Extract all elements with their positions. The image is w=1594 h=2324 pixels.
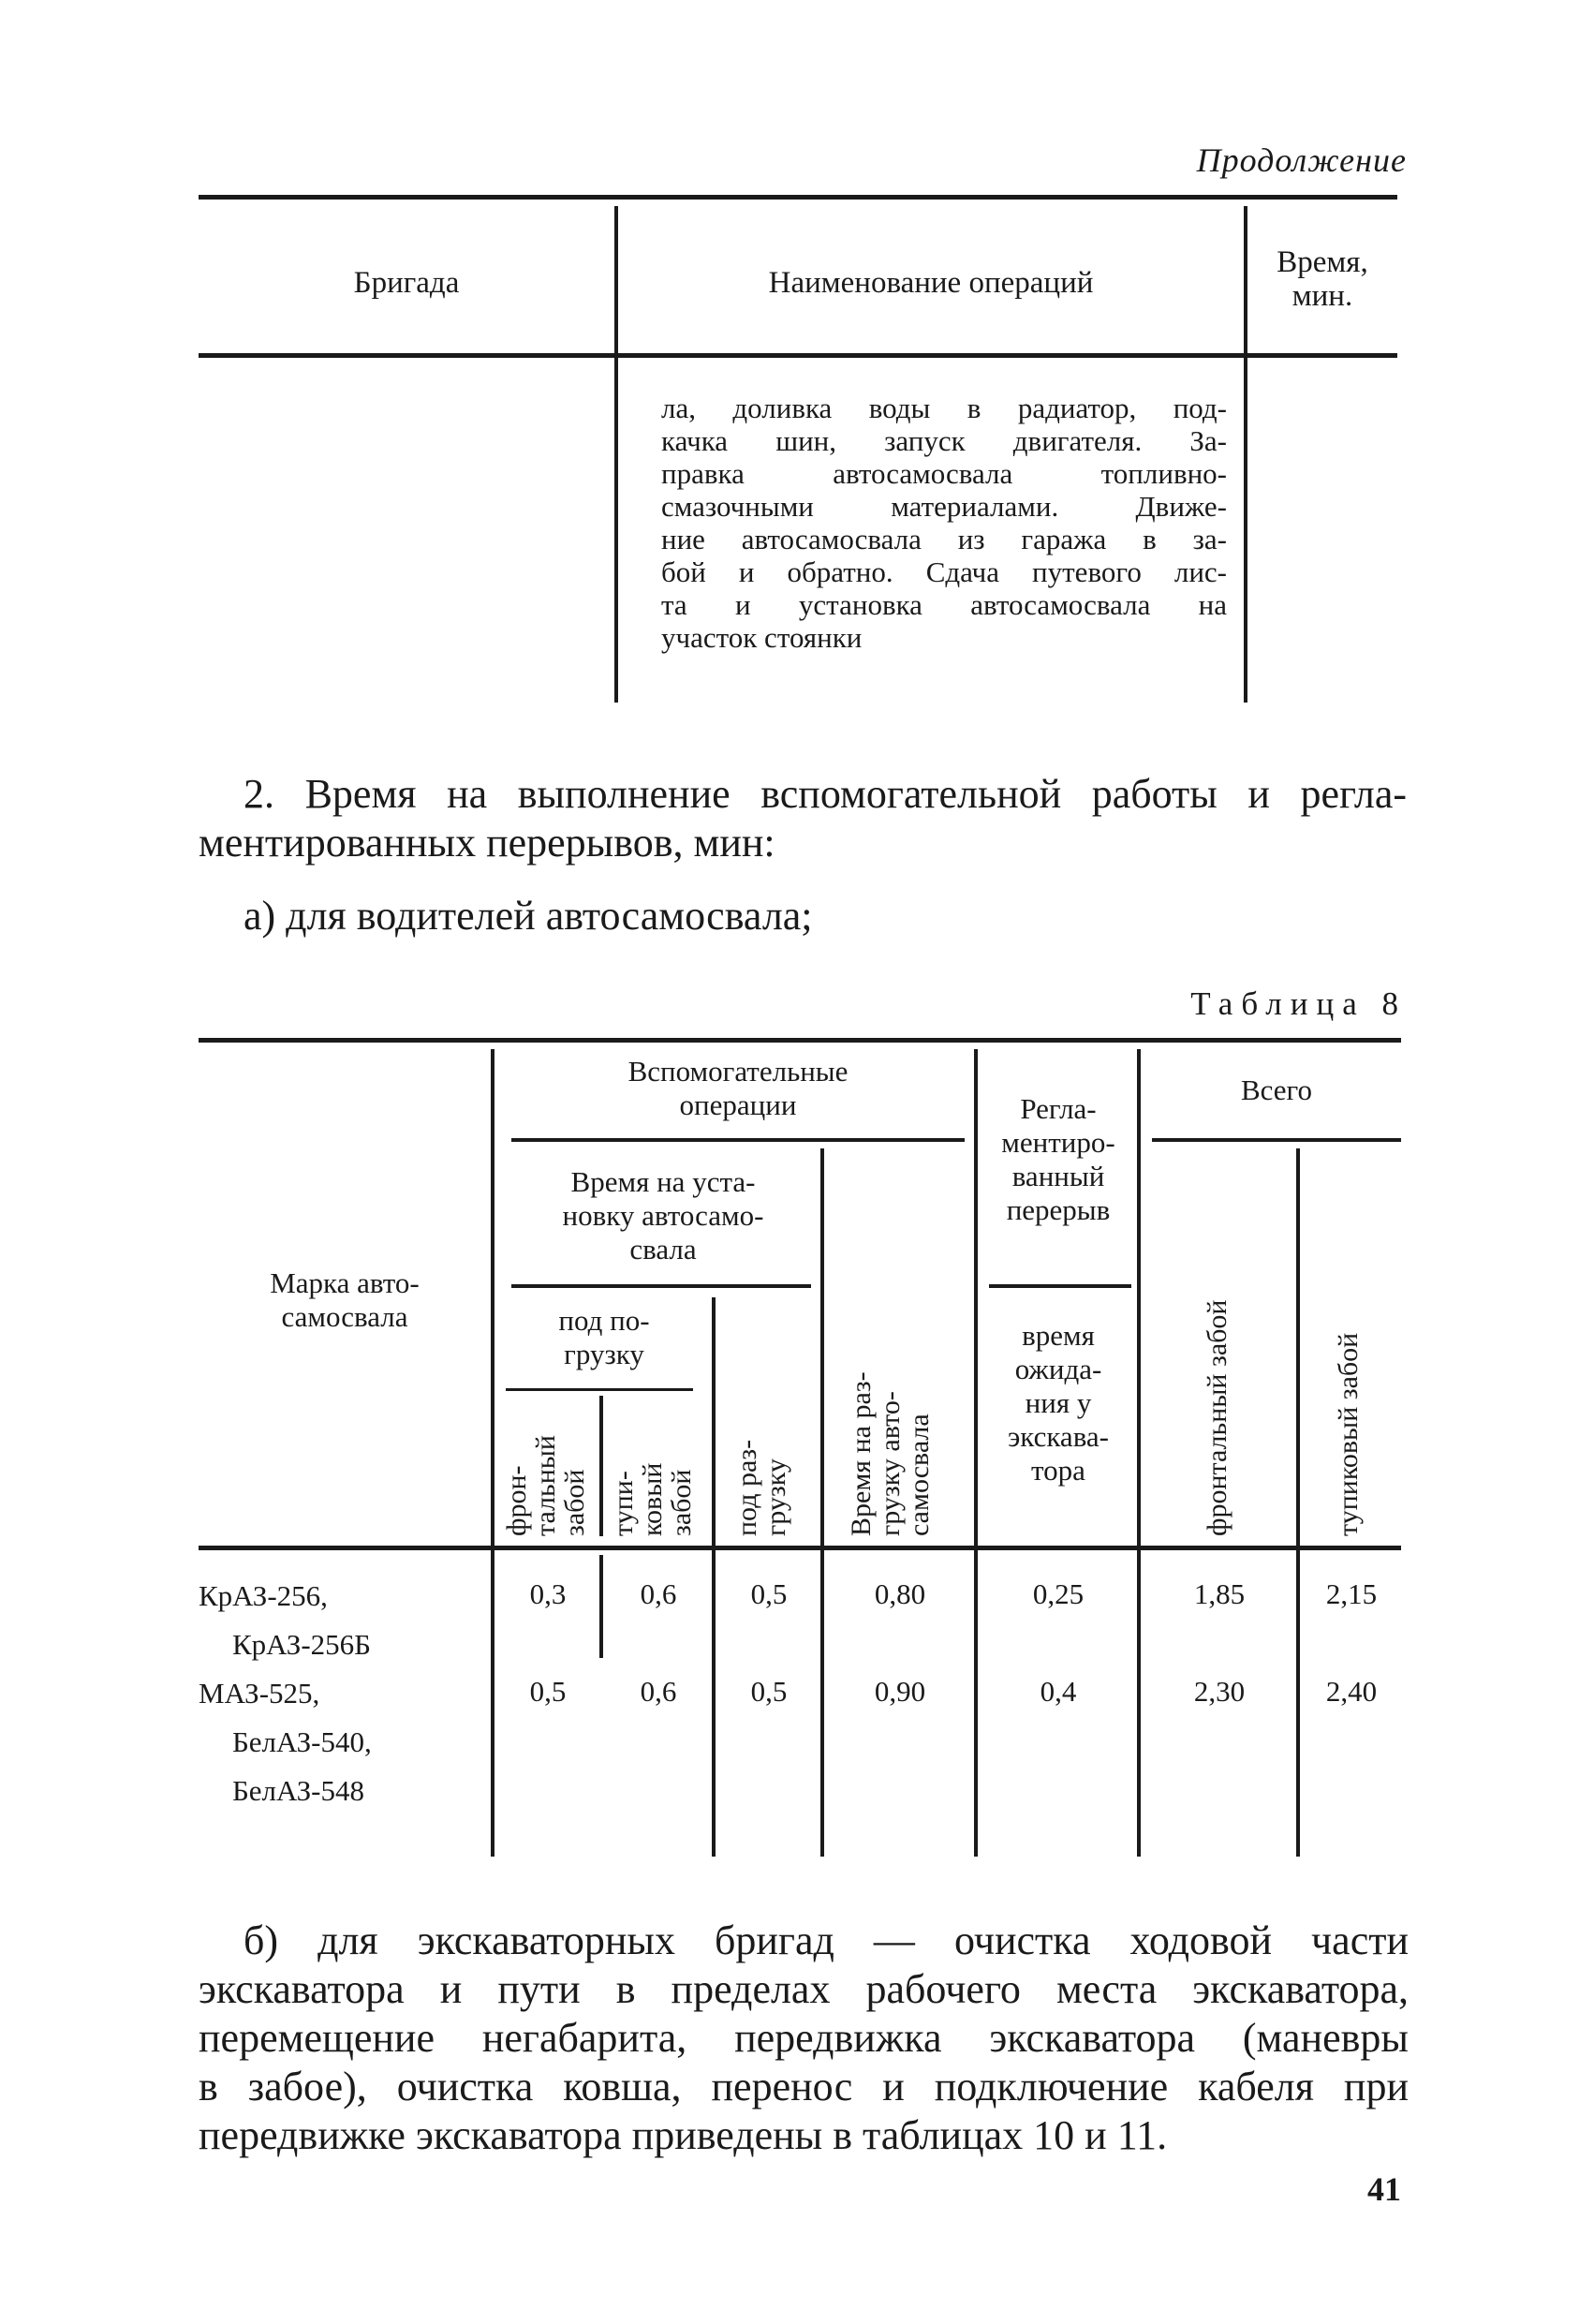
item-a-text: а) для водителей автосамосвала; — [244, 893, 813, 939]
table8-rule-total — [1152, 1138, 1401, 1142]
row-2-unload-time: 0,90 — [874, 1675, 926, 1708]
header-wait-time-line: ния у — [1025, 1386, 1092, 1419]
description-line: та и установка автосамосвала на — [661, 588, 1227, 621]
row-2-wait-time: 0,4 — [1040, 1675, 1077, 1708]
header-wait-time-line: тора — [1031, 1454, 1085, 1487]
header-under-unload — [732, 1440, 790, 1536]
section-2-text — [199, 770, 1407, 867]
header-wait-time-line: время — [1022, 1319, 1095, 1352]
paragraph-b-line: перемещение негабарита, передвижка экскаватора (маневры — [199, 2015, 1409, 2061]
header-under-load — [496, 1304, 712, 1371]
header-wait-time — [980, 1319, 1137, 1488]
continuation-label: Продолжение — [1196, 141, 1407, 179]
description-line: правка автосамосвала топливно- — [661, 457, 1227, 490]
table8-divider-install — [820, 1148, 824, 1857]
table8-divider-make — [491, 1049, 494, 1857]
header-frontal-line: тальный — [530, 1435, 561, 1536]
row-1-dead-end: 0,6 — [640, 1577, 677, 1610]
description-line: ние автосамосвала из гаража в за- — [661, 523, 1227, 555]
paragraph-b-line: б) для экскаваторных бригад — очистка ходовой части — [244, 1917, 1409, 1963]
row-1-make — [199, 1572, 371, 1669]
top-table-rule-header — [199, 353, 1397, 358]
table8-divider-regulated — [1137, 1049, 1141, 1857]
header-under-load-line: грузку — [564, 1338, 644, 1370]
table8-rule-install — [511, 1284, 811, 1288]
header-wait-time-line: экскава- — [1007, 1420, 1109, 1453]
make-line: МАЗ-525, — [199, 1677, 320, 1710]
header-aux-ops — [511, 1055, 965, 1122]
table8-rule-top — [199, 1038, 1401, 1043]
header-unload-time-line: Время на раз- — [846, 1371, 877, 1536]
header-total-frontal-line: фронтальный забой — [1202, 1299, 1232, 1536]
header-dead-end-line: забой — [666, 1469, 697, 1536]
table8-rule-load — [506, 1388, 693, 1391]
row-2-make — [199, 1669, 372, 1815]
header-total-frontal — [1203, 1300, 1232, 1536]
header-regulated-line: ванный — [1011, 1160, 1105, 1192]
header-total-dead-end-line: тупиковый забой — [1333, 1332, 1364, 1536]
make-line: БелАЗ-548 — [232, 1774, 364, 1807]
row-1-total-frontal: 1,85 — [1193, 1577, 1246, 1610]
header-install-time-line: Время на уста- — [570, 1165, 756, 1198]
table8-divider-deadend — [712, 1297, 716, 1857]
header-install-time-line: свала — [629, 1233, 697, 1266]
header-time — [1247, 245, 1397, 313]
header-under-unload-line: под раз- — [731, 1439, 762, 1536]
operation-description — [661, 392, 1227, 654]
header-operation-name: Наименование операций — [768, 266, 1094, 300]
header-time-line: Время, — [1277, 245, 1368, 279]
header-dead-end-line: ковый — [637, 1462, 668, 1536]
header-unload-time-line: самосвала — [904, 1414, 935, 1536]
header-time-line: мин. — [1291, 279, 1353, 313]
header-aux-ops-line: Вспомогательные — [627, 1055, 849, 1088]
header-under-unload-line: грузку — [760, 1458, 791, 1536]
header-regulated — [980, 1092, 1137, 1227]
header-install-time-line: новку автосамо- — [562, 1199, 764, 1232]
description-line: смазочными материалами. Движе- — [661, 490, 1227, 523]
header-install-time — [506, 1165, 820, 1266]
header-regulated-line: ментиро- — [1001, 1126, 1115, 1159]
paragraph-b — [199, 1917, 1409, 2160]
paragraph-b-line: передвижке экскаватора приведены в таблицах 10 и 11. — [199, 2112, 1168, 2158]
table8-divider-unload — [974, 1049, 978, 1857]
table8-rule-aux — [511, 1138, 965, 1142]
table8-divider-total — [1296, 1148, 1300, 1857]
header-unload-time — [847, 1371, 934, 1536]
header-frontal-line: фрон- — [501, 1465, 532, 1536]
row-1-under-unload: 0,5 — [750, 1577, 788, 1610]
header-under-load-line: под по- — [558, 1304, 650, 1337]
header-make — [199, 1266, 491, 1334]
section-2-line: ментированных перерывов, мин: — [199, 820, 775, 866]
table-caption: Таблица 8 — [1190, 985, 1407, 1022]
row-2-total-dead-end: 2,40 — [1325, 1675, 1378, 1708]
header-dead-end-line: тупи- — [608, 1471, 639, 1536]
header-total-dead-end — [1334, 1333, 1363, 1536]
row-2-total-frontal: 2,30 — [1193, 1675, 1246, 1708]
header-frontal-line: забой — [559, 1469, 590, 1536]
header-wait-time-line: ожида- — [1014, 1353, 1102, 1385]
page-number: 41 — [1367, 2170, 1401, 2208]
header-total: Всего — [1240, 1073, 1313, 1106]
header-regulated-line: перерыв — [1006, 1193, 1111, 1226]
make-line: БелАЗ-540, — [232, 1725, 372, 1758]
top-table-rule-top — [199, 195, 1397, 200]
header-aux-ops-line: операции — [679, 1088, 797, 1121]
header-regulated-line: Регла- — [1020, 1092, 1097, 1125]
table8-divider-frontal — [599, 1396, 603, 1536]
header-dead-end — [609, 1463, 696, 1536]
description-line: участок стоянки — [661, 621, 863, 654]
paragraph-b-line: в забое), очистка ковша, перенос и подключение кабеля при — [199, 2064, 1409, 2109]
description-line: качка шин, запуск двигателя. За- — [661, 424, 1227, 457]
section-2-line: 2. Время на выполнение вспомогательной работы и регла- — [244, 771, 1407, 817]
row-2-under-unload: 0,5 — [750, 1675, 788, 1708]
row-1-unload-time: 0,80 — [874, 1577, 926, 1610]
header-brigade: Бригада — [353, 266, 460, 300]
table8-rule-regulated — [989, 1284, 1131, 1288]
row-1-total-dead-end: 2,15 — [1325, 1577, 1378, 1610]
paragraph-b-line: экскаватора и пути в пределах рабочего места экскаватора, — [199, 1966, 1409, 2012]
header-unload-time-line: грузку авто- — [875, 1391, 906, 1536]
header-make-line: Марка авто- — [270, 1266, 420, 1299]
table8-rule-header-bottom — [199, 1546, 1401, 1550]
table8-divider-frontal-value — [599, 1555, 603, 1658]
row-2-frontal: 0,5 — [529, 1675, 567, 1708]
make-line: КрАЗ-256Б — [232, 1628, 371, 1661]
make-line: КрАЗ-256, — [199, 1579, 328, 1612]
row-1-frontal: 0,3 — [529, 1577, 567, 1610]
row-2-dead-end: 0,6 — [640, 1675, 677, 1708]
row-1-wait-time: 0,25 — [1032, 1577, 1085, 1610]
header-frontal — [502, 1435, 589, 1536]
description-line: ла, доливка воды в радиатор, под- — [661, 392, 1227, 424]
description-line: бой и обратно. Сдача путевого лис- — [661, 555, 1227, 588]
header-make-line: самосвала — [281, 1300, 408, 1333]
